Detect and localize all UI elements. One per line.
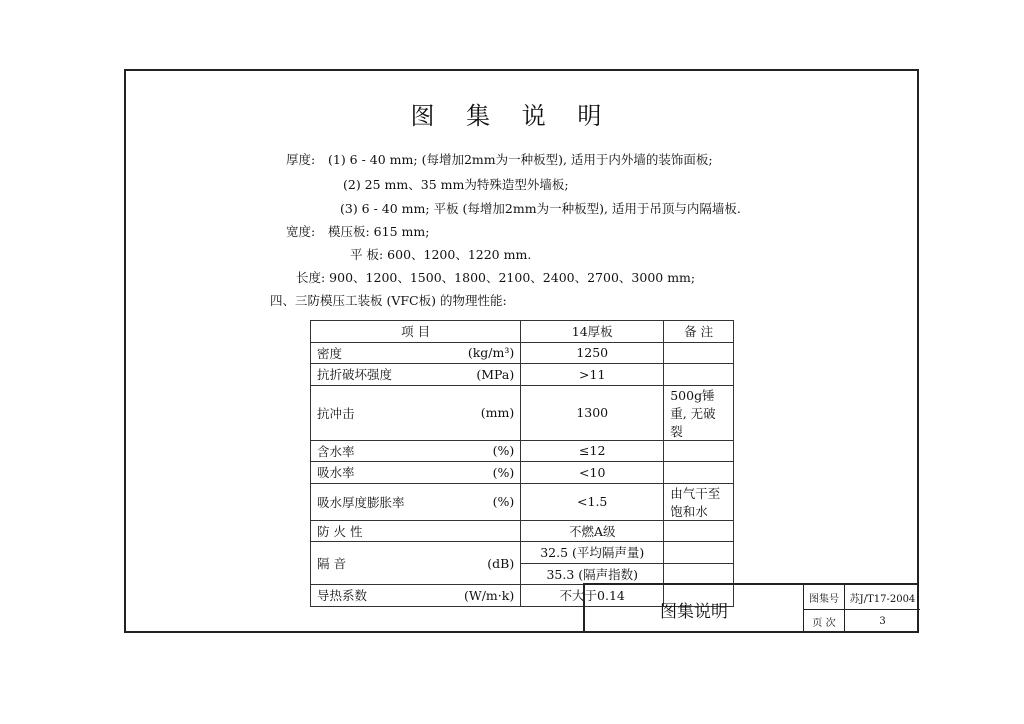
row-value: ≤12 <box>521 440 664 462</box>
thickness-line-3: (3) 6 - 40 mm; 平板 (每增加2mm为一种板型), 适用于吊顶与内隔墙板. <box>340 201 741 216</box>
row-value: 不大于0.14 <box>521 585 664 607</box>
title-block-grid <box>803 585 920 633</box>
row-note <box>664 440 734 462</box>
row-value: <10 <box>521 462 664 484</box>
row-note <box>664 462 734 484</box>
row-unit: (mm) <box>458 385 521 440</box>
row-item: 抗冲击 <box>311 385 459 440</box>
row-item: 抗折破坏强度 <box>311 364 459 386</box>
row-value: >11 <box>521 364 664 386</box>
row-note <box>664 563 734 585</box>
row-unit: (dB) <box>458 542 521 585</box>
thickness-line-1: (1) 6 - 40 mm; (每增加2mm为一种板型), 适用于内外墙的装饰面板; <box>328 152 713 167</box>
header-item: 项 目 <box>311 321 521 343</box>
table-row <box>311 342 734 364</box>
row-value: 1250 <box>521 342 664 364</box>
row-item: 含水率 <box>311 440 459 462</box>
row-unit: (%) <box>458 462 521 484</box>
width-label: 宽度: <box>286 224 316 239</box>
title-block-name: 图集说明 <box>660 601 728 622</box>
table-row <box>311 385 734 440</box>
atlas-label: 图集号 <box>804 585 845 610</box>
row-item: 密度 <box>311 342 459 364</box>
row-unit: (%) <box>458 483 521 520</box>
row-note: 500g锤重, 无破裂 <box>664 385 734 440</box>
thickness-label: 厚度: <box>286 152 316 167</box>
row-value: 32.5 (平均隔声量) <box>521 542 664 564</box>
table-row-sound-1 <box>311 542 734 564</box>
table-row <box>311 440 734 462</box>
table-row <box>311 520 734 542</box>
table-row <box>311 364 734 386</box>
thickness-line-2: (2) 25 mm、35 mm为特殊造型外墙板; <box>343 177 569 192</box>
row-unit: (kg/m³) <box>458 342 521 364</box>
table-header-row <box>311 321 734 343</box>
row-unit: (W/m·k) <box>458 585 521 607</box>
width-line-1: 模压板: 615 mm; <box>328 224 430 239</box>
header-thickness: 14厚板 <box>521 321 664 343</box>
title-block <box>583 583 919 633</box>
row-item: 吸水厚度膨胀率 <box>311 483 459 520</box>
row-value: 不燃A级 <box>521 520 664 542</box>
row-note <box>664 520 734 542</box>
table-row <box>311 462 734 484</box>
row-value: <1.5 <box>521 483 664 520</box>
section-heading: 四、三防模压工装板 (VFC板) 的物理性能: <box>270 293 507 308</box>
page-title: 图 集 说 明 <box>410 102 614 130</box>
row-value: 1300 <box>521 385 664 440</box>
row-note: 由气干至饱和水 <box>664 483 734 520</box>
row-note <box>664 364 734 386</box>
table-row <box>311 483 734 520</box>
properties-table <box>310 320 734 607</box>
row-value: 35.3 (隔声指数) <box>521 563 664 585</box>
row-unit <box>458 520 521 542</box>
row-note <box>664 542 734 564</box>
row-item: 防 火 性 <box>311 520 459 542</box>
row-note <box>664 342 734 364</box>
row-item: 隔 音 <box>311 542 459 585</box>
row-unit: (%) <box>458 440 521 462</box>
page-number: 3 <box>879 616 886 627</box>
page-label: 页 次 <box>804 610 845 633</box>
length-line: 长度: 900、1200、1500、1800、2100、2400、2700、3000 mm; <box>296 270 696 285</box>
atlas-value: 苏J/T17-2004 <box>845 585 920 610</box>
width-line-2: 平 板: 600、1200、1220 mm. <box>350 247 532 262</box>
row-item: 吸水率 <box>311 462 459 484</box>
row-unit: (MPa) <box>458 364 521 386</box>
header-notes: 备 注 <box>664 321 734 343</box>
row-item: 导热系数 <box>311 585 459 607</box>
